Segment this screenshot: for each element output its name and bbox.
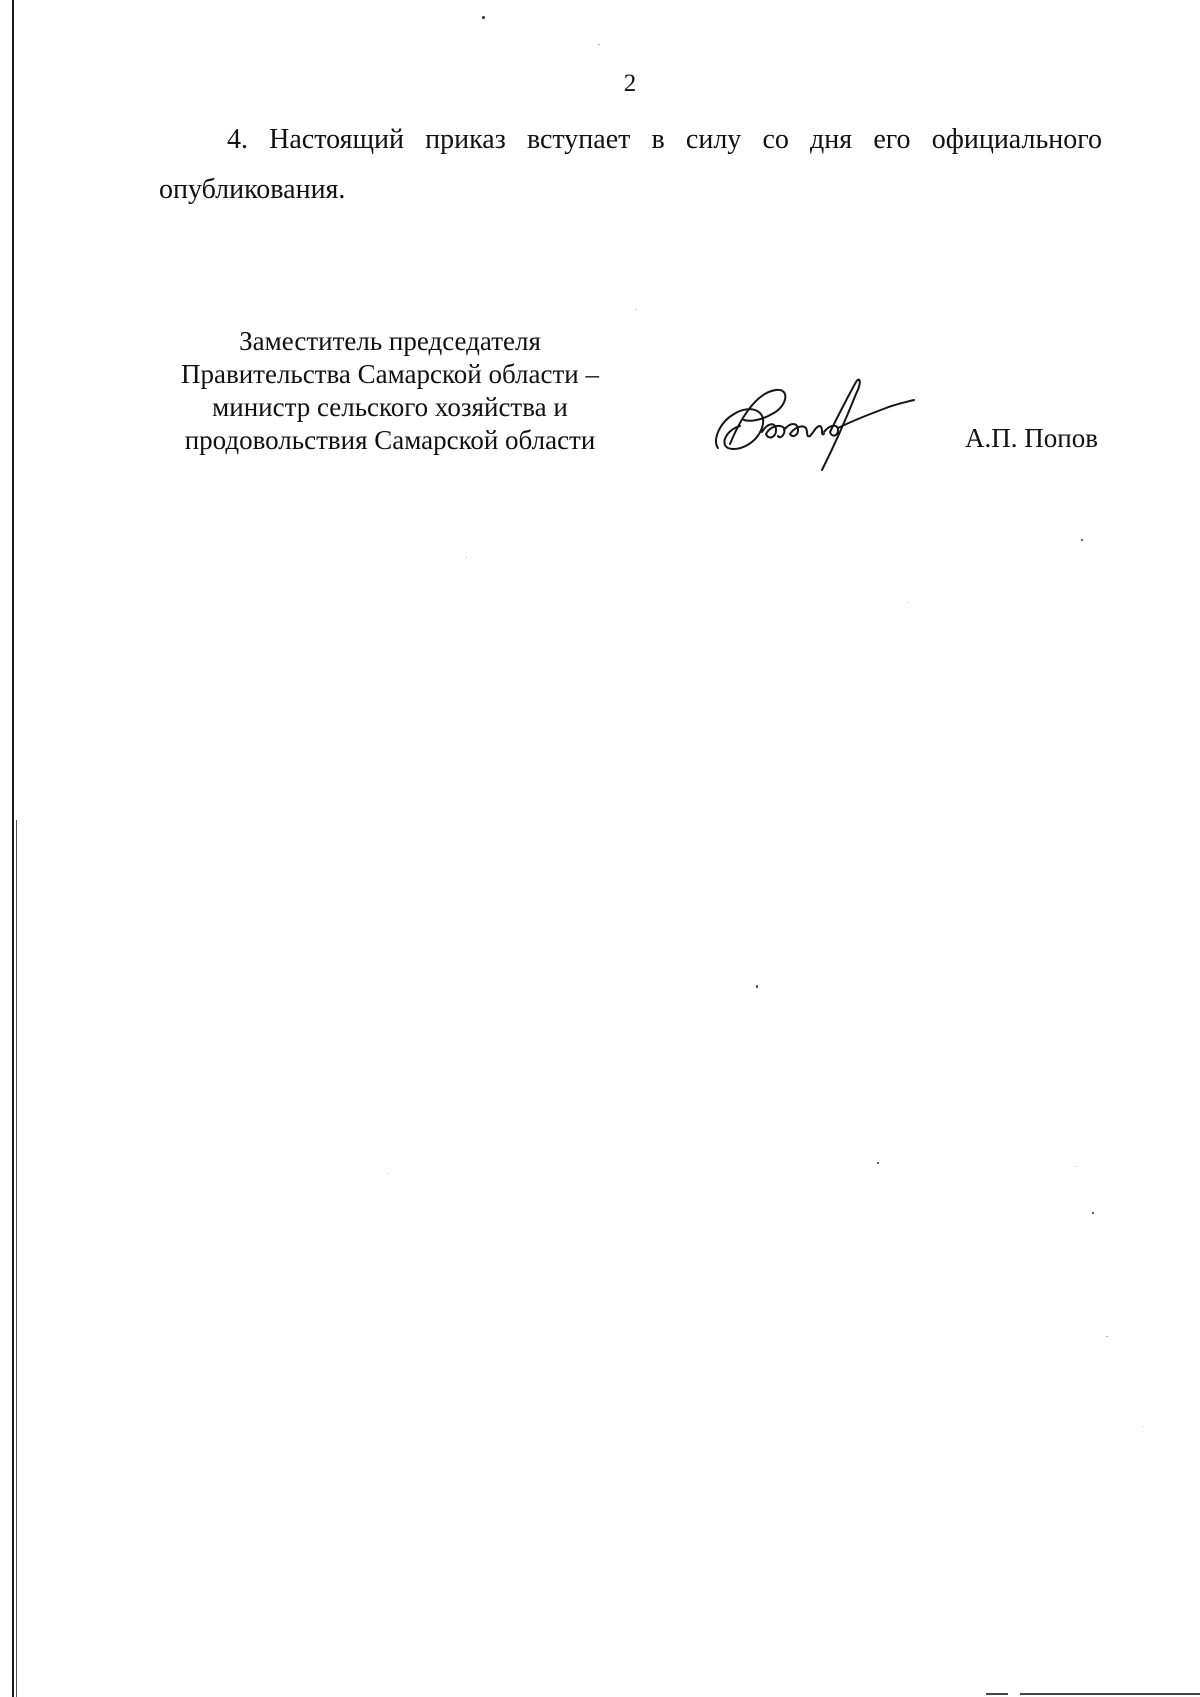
- signature-text: Попов: [710, 370, 713, 371]
- scan-speck: [388, 1173, 389, 1174]
- scan-speck: [1081, 539, 1083, 541]
- scan-speck: [598, 44, 600, 45]
- scan-speck: [1106, 1336, 1108, 1337]
- position-line: министр сельского хозяйства и: [212, 392, 568, 422]
- scan-bottom-line: [986, 1693, 1008, 1695]
- scan-speck: [1142, 1426, 1143, 1427]
- handwritten-signature: [710, 370, 920, 480]
- scan-speck: [482, 16, 485, 19]
- scan-bottom-line: [1020, 1693, 1200, 1695]
- position-line: продовольствия Самарской области: [184, 425, 596, 455]
- signer-position: [150, 325, 630, 457]
- scan-speck: [1076, 1166, 1077, 1167]
- scan-speck: [877, 1162, 879, 1164]
- page-number: 2: [623, 70, 637, 97]
- scan-edge-line-secondary: [16, 820, 17, 1697]
- scan-speck: [466, 557, 467, 558]
- scan-speck: [635, 309, 636, 310]
- signer-name: А.П. Попов: [965, 423, 1098, 453]
- position-line: Заместитель председателя: [239, 326, 541, 356]
- clause-paragraph: 4. Настоящий приказ вступает в силу со дня его официального опубликования.: [159, 124, 1102, 205]
- scan-edge-line: [12, 0, 14, 1697]
- scan-speck: [756, 985, 758, 988]
- scan-speck: [1092, 1212, 1094, 1214]
- position-line: Правительства Самарской области –: [181, 359, 599, 389]
- scan-speck: [908, 602, 909, 603]
